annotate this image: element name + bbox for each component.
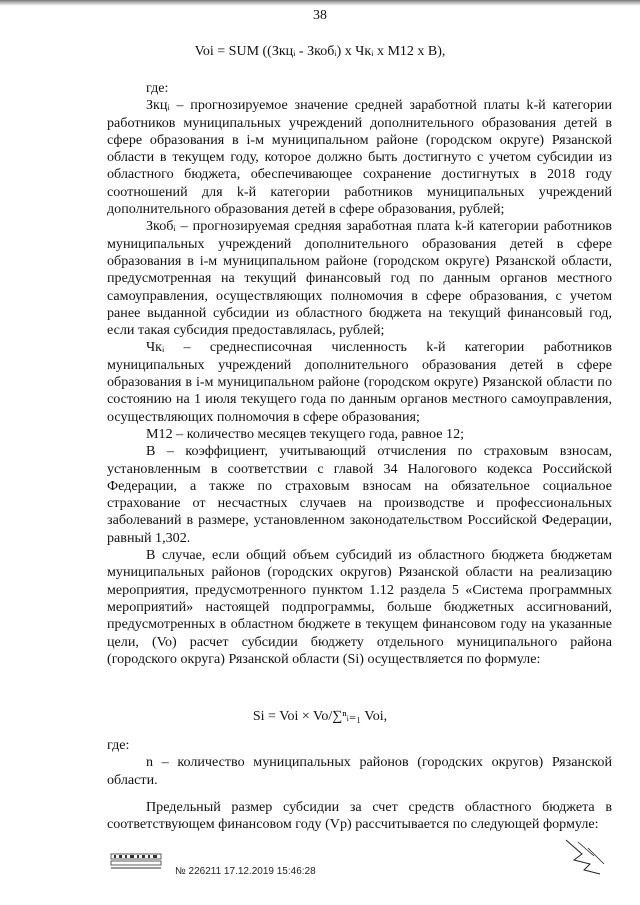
formula-voi: Voi = SUM ((Зкцᵢ - Зкобᵢ) х Чкᵢ х М12 х В),	[194, 44, 446, 59]
formula-si: Si = Voi × Vo/∑ⁿᵢ₌₁ Voi,	[252, 709, 388, 724]
body-block-2	[107, 737, 612, 833]
definition-zkob: Зкобᵢ – прогнозируемая средняя заработная плата k-й категории работников муниципальных учреждений дополнительного образования детей в сфере образования в i-м муниципальном районе (городском округе) Рязанской области, предусмотренная на текущий финансовый год по данным органов местного самоуправления, осуществляющих полномочия в сфере образования, с учетом ранее выданной субсидии из областного бюджета на текущий финансовый год, если такая субсидия предоставлялась, рублей;	[107, 218, 612, 339]
scan-top-edge	[0, 0, 640, 6]
definition-chk: Чкᵢ – среднесписочная численность k-й категории работников муниципальных учреждений дополнительного образования детей в сфере образования в i-м муниципальном районе (городском округе) Рязанской области по состоянию на 1 июля текущего года по данным органов местного самоуправления, осуществляющих полномочия в сфере образования;	[107, 339, 612, 425]
definition-m12: М12 – количество месяцев текущего года, равное 12;	[146, 425, 465, 442]
signature-icon	[560, 834, 612, 878]
body-block-1	[107, 80, 612, 668]
definition-n: n – количество муниципальных районов (городских округов) Рязанской области.	[107, 754, 612, 788]
where-label-1: где:	[146, 80, 169, 96]
paragraph-case: В случае, если общий объем субсидий из областного бюджета бюджетам муниципальных районов (городских округов) Рязанской области на реализацию мероприятия, предусмотренного пунктом 1.12 раздела 5 «Система программных мероприятий» настоящей подпрограммы, больше бюджетных ассигнований, предусмотренных в областном бюджете в текущем финансовом году на указанные цели, (Vo) расчет субсидии бюджету отдельного муниципального района (городского округа) Рязанской области (Si) осуществляется по формуле:	[107, 547, 612, 667]
where-label-2: где:	[107, 737, 130, 753]
page-number: 38	[313, 8, 327, 23]
registration-stamp: № 226211 17.12.2019 15:46:28	[175, 866, 316, 877]
definition-b: В – коэффициент, учитывающий отчисления по страховым взносам, установленным в соответствии с главой 34 Налогового кодекса Российской Федерации, а также по страховым взносам на обязательное социальное страхование от несчастных случаев на производстве и профессиональных заболеваний в размере, установленном законодательством Российской Федерации, равный 1,302.	[107, 443, 612, 546]
definition-zkc: Зкцᵢ – прогнозируемое значение средней заработной платы k-й категории работников муниципальных учреждений дополнительного образования детей в сфере образования в i-м муниципальном районе (городском округе) Рязанской области в текущем году, которое должно быть достигнуто с учетом субсидии из областного бюджета, обеспечивающее сохранение достигнутых в 2018 году соотношений для k-й категории работников муниципальных учреждений дополнительного образования детей в сфере образования, рублей;	[107, 97, 612, 218]
paragraph-limit: Предельный размер субсидии за счет средств областного бюджета в соответствующем финансовом году (Vp) рассчитывается по следующей формуле:	[107, 798, 612, 833]
barcode-logo-icon	[110, 852, 162, 872]
